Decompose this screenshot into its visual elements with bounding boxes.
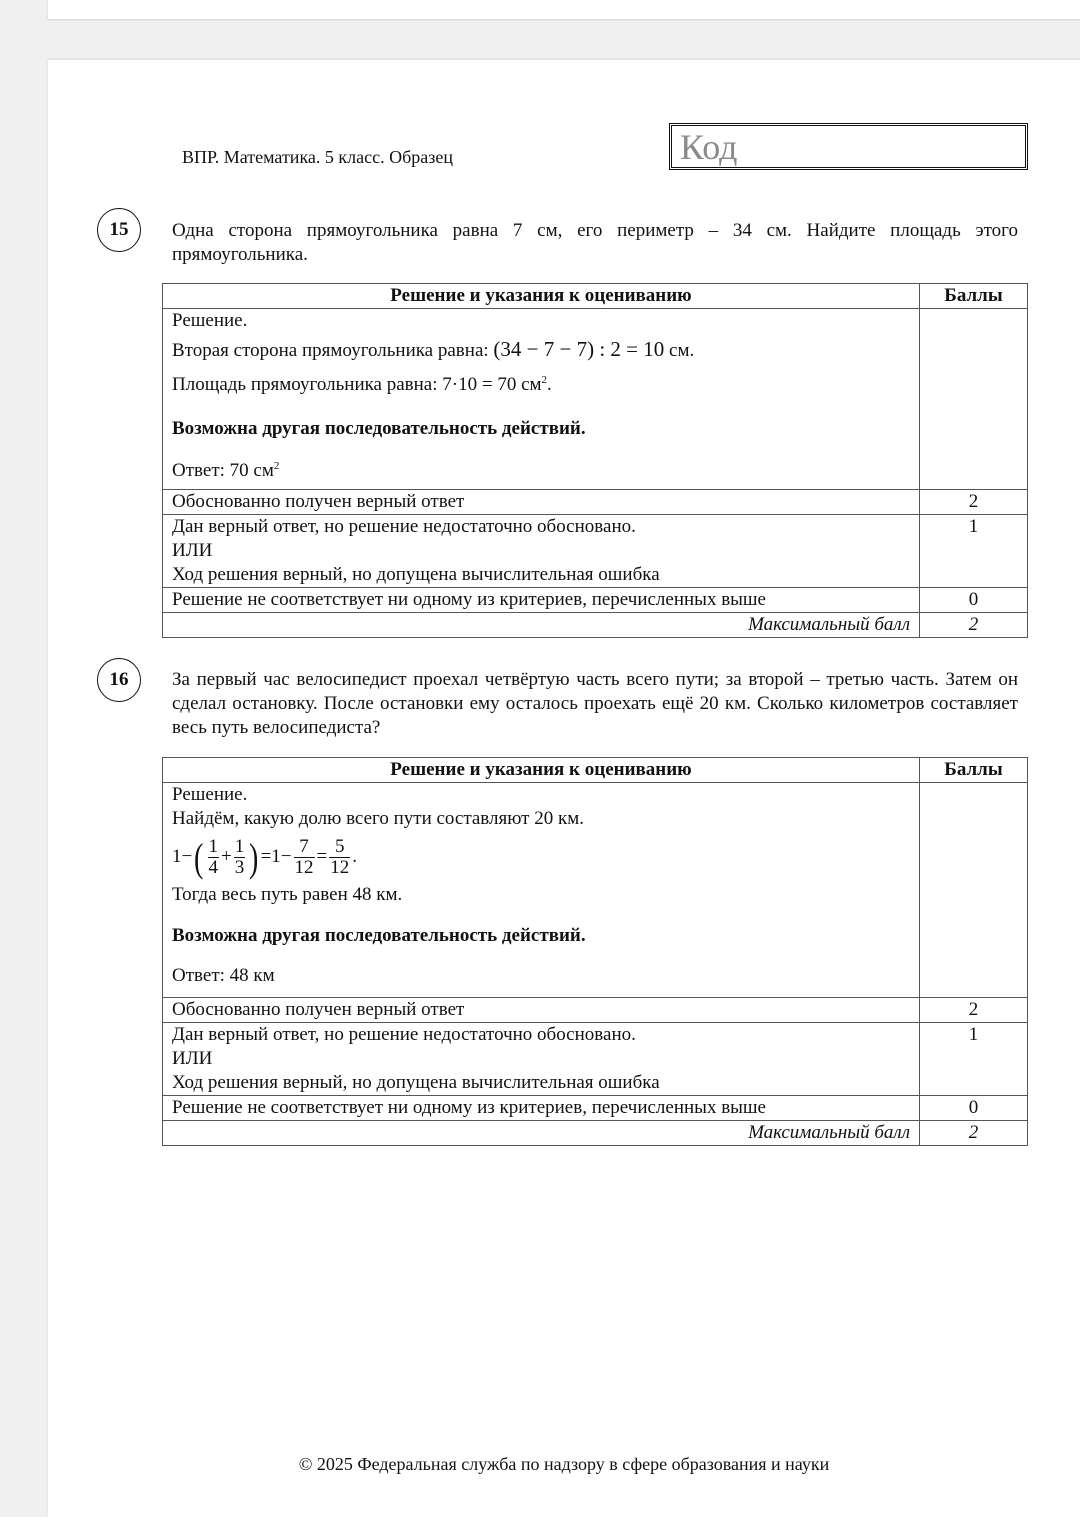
answer-text: Ответ: 70 см bbox=[172, 460, 274, 481]
criteria-points: 0 bbox=[920, 1096, 1028, 1121]
criteria-line: Дан верный ответ, но решение недостаточно обосновано. bbox=[172, 516, 636, 537]
criteria-row bbox=[163, 1096, 1028, 1121]
criteria-row bbox=[163, 1023, 1028, 1096]
criteria-text: Обоснованно получен верный ответ bbox=[163, 998, 920, 1023]
solution-cell bbox=[163, 783, 920, 998]
criteria-row bbox=[163, 588, 1028, 613]
footer-copyright: © 2025 Федеральная служба по надзору в сфере образования и науки bbox=[298, 1454, 830, 1474]
fraction bbox=[234, 837, 246, 878]
math-mid: =1− bbox=[260, 846, 292, 867]
criteria-text: Решение не соответствует ни одному из критериев, перечисленных выше bbox=[163, 1096, 920, 1121]
criteria-points: 2 bbox=[920, 490, 1028, 515]
document-page bbox=[48, 60, 1080, 1517]
solution-line-1: Найдём, какую долю всего пути составляют 20 км. bbox=[172, 808, 584, 829]
superscript: 2 bbox=[541, 374, 548, 386]
criteria-line: Дан верный ответ, но решение недостаточно обосновано. bbox=[172, 1024, 636, 1045]
fraction bbox=[294, 837, 315, 878]
criteria-points: 1 bbox=[920, 1023, 1028, 1096]
max-score-row bbox=[163, 1121, 1028, 1146]
answer-line: Ответ: 48 км bbox=[172, 965, 275, 986]
header-solution: Решение и указания к оцениванию bbox=[163, 758, 920, 783]
criteria-text bbox=[163, 515, 920, 588]
denominator: 12 bbox=[294, 857, 314, 879]
solution-label: Решение. bbox=[172, 310, 248, 331]
criteria-or: ИЛИ bbox=[172, 1048, 213, 1069]
max-score-value: 2 bbox=[920, 1121, 1028, 1146]
task-15-criteria-table bbox=[162, 283, 1028, 638]
solution-line-2-math: 7·10 = 70 см bbox=[442, 374, 542, 395]
solution-line-1-unit: см. bbox=[669, 340, 695, 361]
criteria-line: Ход решения верный, но допущена вычислительная ошибка bbox=[172, 1072, 660, 1093]
task-number-16: 16 bbox=[97, 658, 141, 702]
denominator: 4 bbox=[208, 857, 219, 879]
solution-line-2: Тогда весь путь равен 48 км. bbox=[172, 884, 403, 905]
max-score-label: Максимальный балл bbox=[163, 1121, 920, 1146]
period: . bbox=[547, 374, 552, 395]
alt-note: Возможна другая последовательность действий. bbox=[172, 418, 586, 439]
task-number-15: 15 bbox=[97, 208, 141, 252]
max-score-row bbox=[163, 613, 1028, 638]
max-score-value: 2 bbox=[920, 613, 1028, 638]
criteria-text: Обоснованно получен верный ответ bbox=[163, 490, 920, 515]
solution-line-2 bbox=[172, 373, 910, 397]
alt-note: Возможна другая последовательность действий. bbox=[172, 925, 586, 946]
code-box bbox=[669, 123, 1028, 170]
header-points: Баллы bbox=[920, 758, 1028, 783]
task-16-text: За первый час велосипедист проехал четвёртую часть всего пути; за второй – третью часть. Затем он сделал остановку. После остановки ему осталось проехать ещё 20 км. Сколько километров составляет весь путь велосипедиста? bbox=[172, 669, 1018, 738]
solution-line-1 bbox=[172, 337, 910, 363]
solution-line-2-text: Площадь прямоугольника равна: bbox=[172, 374, 438, 395]
left-paren: ( bbox=[194, 834, 204, 880]
numerator: 5 bbox=[329, 837, 350, 858]
code-label: Код bbox=[680, 127, 738, 167]
criteria-points: 2 bbox=[920, 998, 1028, 1023]
criteria-or: ИЛИ bbox=[172, 540, 213, 561]
period: . bbox=[352, 846, 357, 867]
criteria-row bbox=[163, 490, 1028, 515]
max-score-label: Максимальный балл bbox=[163, 613, 920, 638]
solution-points-cell bbox=[920, 783, 1028, 998]
superscript: 2 bbox=[273, 460, 280, 472]
criteria-line: Ход решения верный, но допущена вычислительная ошибка bbox=[172, 564, 660, 585]
fraction-expression bbox=[172, 831, 910, 883]
document-title: ВПР. Математика. 5 класс. Образец bbox=[182, 147, 453, 167]
solution-line-1-math: (34 − 7 − 7) : 2 = 10 bbox=[493, 337, 665, 361]
previous-page-edge bbox=[48, 0, 1080, 19]
plus-sign: + bbox=[221, 846, 232, 867]
solution-label: Решение. bbox=[172, 784, 248, 805]
solution-row bbox=[163, 309, 1028, 490]
answer-line bbox=[172, 459, 910, 483]
solution-row bbox=[163, 783, 1028, 998]
solution-points-cell bbox=[920, 309, 1028, 490]
criteria-row bbox=[163, 515, 1028, 588]
numerator: 7 bbox=[294, 837, 315, 858]
numerator: 1 bbox=[208, 836, 219, 858]
denominator: 12 bbox=[330, 857, 350, 879]
fraction bbox=[208, 837, 220, 878]
header-points: Баллы bbox=[920, 284, 1028, 309]
task-15-text: Одна сторона прямоугольника равна 7 см, его периметр – 34 см. Найдите площадь этого прямоугольника. bbox=[172, 220, 1018, 265]
numerator: 1 bbox=[234, 836, 245, 858]
criteria-text: Решение не соответствует ни одному из критериев, перечисленных выше bbox=[163, 588, 920, 613]
math-lead: 1− bbox=[172, 846, 193, 867]
header-solution: Решение и указания к оцениванию bbox=[163, 284, 920, 309]
solution-cell bbox=[163, 309, 920, 490]
fraction bbox=[329, 837, 350, 878]
criteria-points: 1 bbox=[920, 515, 1028, 588]
equals-sign: = bbox=[316, 846, 328, 867]
right-paren: ) bbox=[249, 834, 259, 880]
table-header-row bbox=[163, 284, 1028, 309]
task-16-criteria-table bbox=[162, 757, 1028, 1146]
table-header-row bbox=[163, 758, 1028, 783]
criteria-row bbox=[163, 998, 1028, 1023]
criteria-points: 0 bbox=[920, 588, 1028, 613]
denominator: 3 bbox=[234, 857, 245, 879]
solution-line-1-text: Вторая сторона прямоугольника равна: bbox=[172, 340, 489, 361]
criteria-text bbox=[163, 1023, 920, 1096]
